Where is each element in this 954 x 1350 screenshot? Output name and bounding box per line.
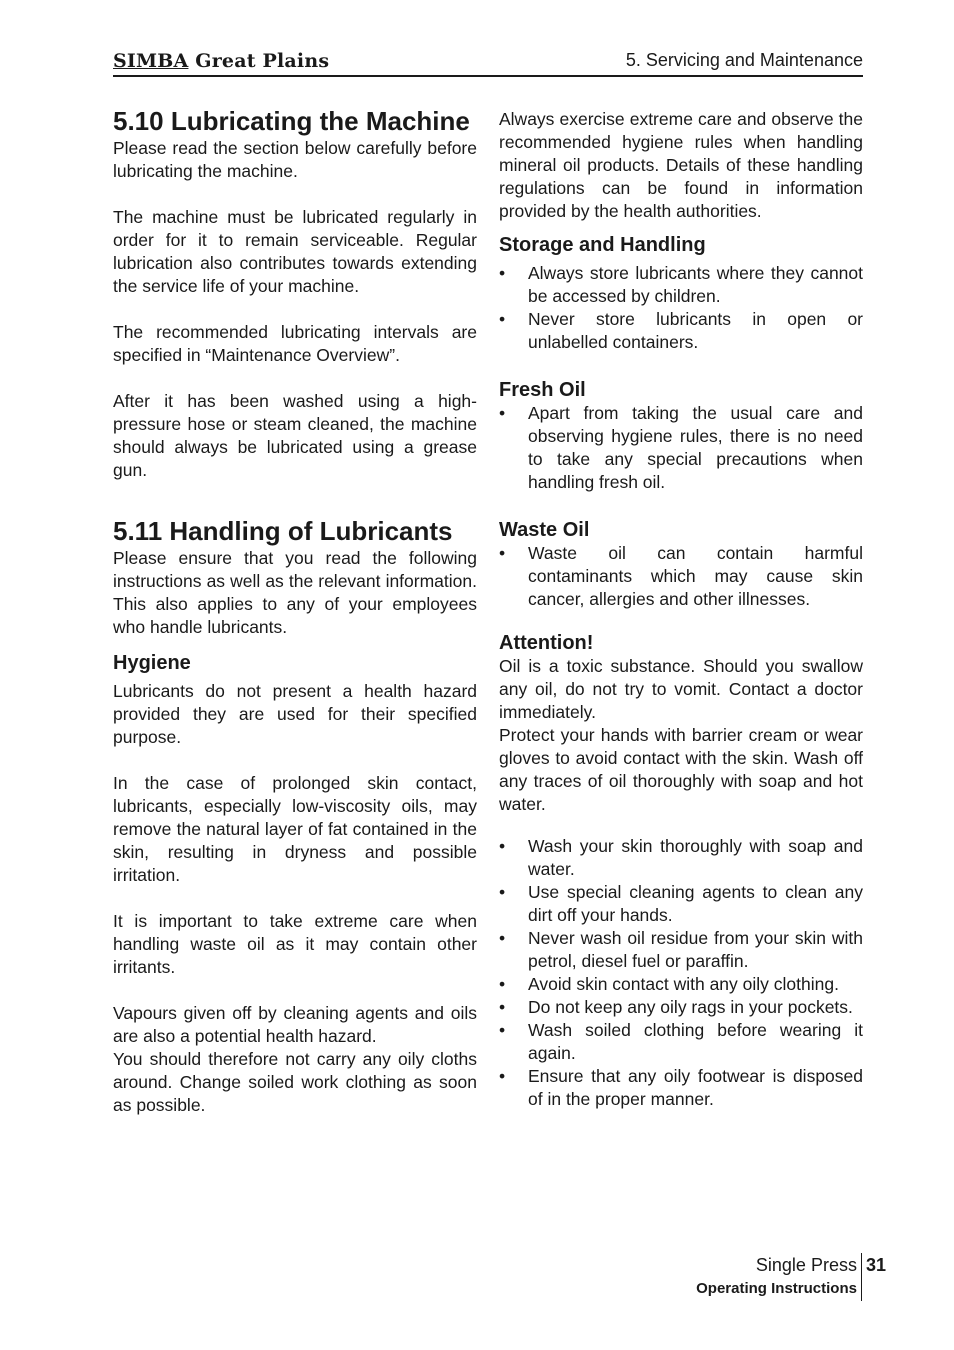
storage-list [499,262,863,354]
hygiene-heading: Hygiene [113,652,191,674]
storage-heading: Storage and Handling [499,234,706,256]
attention-list [499,835,863,1111]
page-footer [696,1253,886,1301]
attention-heading: Attention! [499,632,594,654]
paragraph: Lubricants do not present a health hazard provided they are used for their specified purpose. [113,681,477,747]
list-item: • Use special cleaning agents to clean any dirt off your hands. [499,881,863,927]
waste-oil-heading: Waste Oil [499,519,590,541]
section-5-10-title: 5.10 Lubricating the Machine [113,106,470,136]
list-item: • Always store lubricants where they cannot be accessed by children. [499,262,863,308]
list-item: • Apart from taking the usual care and observing hygiene rules, there is no need to take any special precautions when handling fresh oil. [499,402,863,494]
brand-simba: SIMBA [113,50,189,72]
paragraph: Always exercise extreme care and observe the recommended hygiene rules when handling mineral oil products. Details of these handling regulations can be found in information provided by the health authorities. [499,109,863,221]
product-name: Single Press [755,1255,857,1275]
paragraph: Please ensure that you read the following instructions as well as the relevant information. This also applies to any of your employees who handle lubricants. [113,548,477,637]
list-item: • Do not keep any oily rags in your pockets. [499,996,863,1019]
list-item: • Wash soiled clothing before wearing it again. [499,1019,863,1065]
list-item: • Never store lubricants in open or unlabelled containers. [499,308,863,354]
list-item: • Wash your skin thoroughly with soap and water. [499,835,863,881]
paragraph: You should therefore not carry any oily cloths around. Change soiled work clothing as soon as possible. [113,1049,477,1115]
paragraph: The recommended lubricating intervals are specified in “Maintenance Overview”. [113,322,477,365]
list-item: • Ensure that any oily footwear is disposed of in the proper manner. [499,1065,863,1111]
page-header [113,48,863,77]
brand-great-plains: Great Plains [188,50,330,72]
list-item: • Avoid skin contact with any oily clothing. [499,973,863,996]
document-type: Operating Instructions [696,1280,857,1297]
list-item: • Waste oil can contain harmful contaminants which may cause skin cancer, allergies and other illnesses. [499,542,863,611]
right-column [499,108,863,1111]
fresh-oil-heading: Fresh Oil [499,379,586,401]
paragraph: Protect your hands with barrier cream or wear gloves to avoid contact with the skin. Wash off any traces of oil thoroughly with soap and hot water. [499,725,863,814]
chapter-title: 5. Servicing and Maintenance [625,50,863,70]
fresh-oil-list [499,402,863,494]
list-item: • Never wash oil residue from your skin with petrol, diesel fuel or paraffin. [499,927,863,973]
left-column [113,106,477,1117]
paragraph: The machine must be lubricated regularly in order for it to remain serviceable. Regular lubrication also contributes towards extending the service life of your machine. [113,207,477,296]
page-number: 31 [865,1255,886,1275]
brand-logo [113,50,329,72]
paragraph: Oil is a toxic substance. Should you swallow any oil, do not try to vomit. Contact a doctor immediately. [499,656,863,722]
section-5-11-title: 5.11 Handling of Lubricants [113,516,453,546]
paragraph: After it has been washed using a high-pressure hose or steam cleaned, the machine should always be lubricated using a grease gun. [113,391,477,480]
paragraph: In the case of prolonged skin contact, lubricants, especially low-viscosity oils, may remove the natural layer of fat contained in the skin, resulting in dryness and possible irritation. [113,773,477,885]
paragraph: It is important to take extreme care when handling waste oil as it may contain other irritants. [113,911,477,977]
paragraph: Please read the section below carefully before lubricating the machine. [113,138,477,181]
paragraph: Vapours given off by cleaning agents and oils are also a potential health hazard. [113,1003,477,1046]
waste-oil-list [499,542,863,611]
